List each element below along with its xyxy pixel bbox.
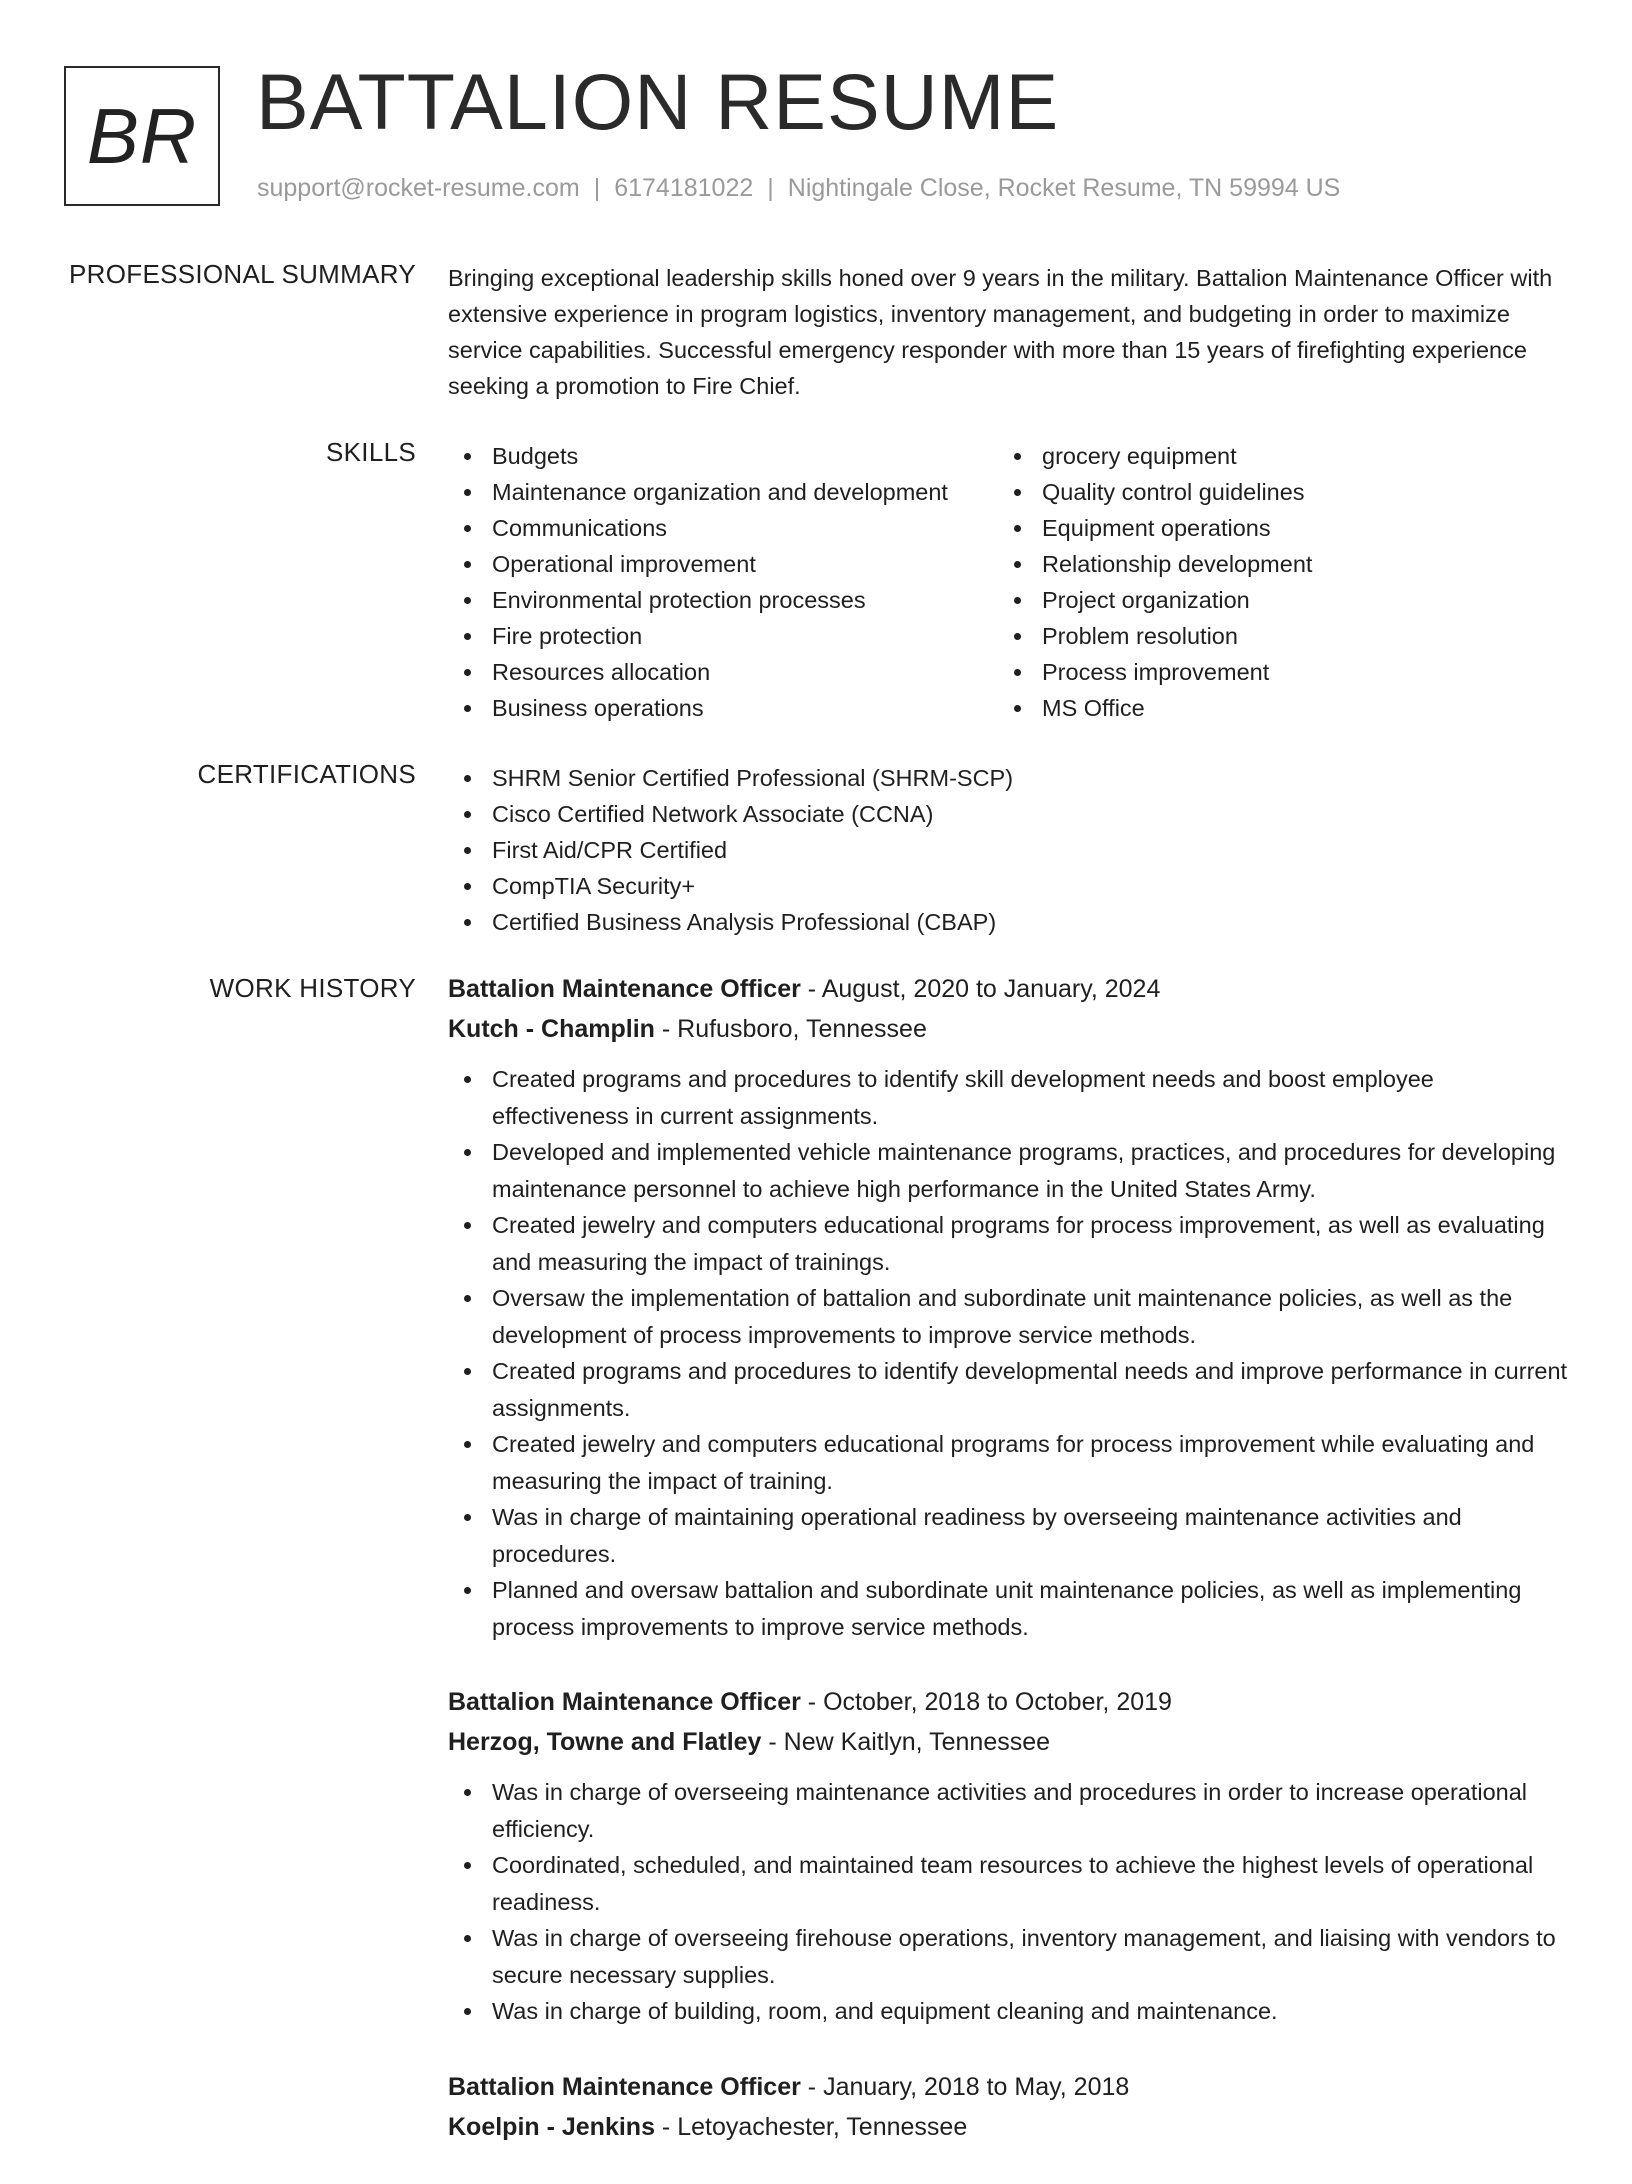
skill-item: Environmental protection processes — [448, 582, 998, 618]
job-company-line — [448, 2107, 1568, 2147]
job-company-line — [448, 1722, 1568, 1762]
job-entry — [448, 969, 1568, 1645]
job-bullet: Created jewelry and computers educational programs for process improvement, as well as evaluating and measuring the impact of trainings. — [448, 1207, 1568, 1280]
skill-item: MS Office — [998, 690, 1558, 726]
job-bullet: Was in charge of maintaining operational readiness by overseeing maintenance activities and procedures. — [448, 1499, 1568, 1572]
job-dates: - August, 2020 to January, 2024 — [800, 975, 1161, 1003]
job-bullet: Was in charge of overseeing maintenance activities and procedures in order to increase operational efficiency. — [448, 1774, 1568, 1847]
job-entry — [448, 2067, 1568, 2147]
job-company: Kutch - Champlin — [448, 1015, 655, 1043]
certification-item: Certified Business Analysis Professional (CBAP) — [448, 904, 1568, 940]
job-dates: - October, 2018 to October, 2019 — [800, 1688, 1172, 1716]
skills-list-right — [998, 438, 1558, 726]
skill-item: Equipment operations — [998, 510, 1558, 546]
monogram-logo: BR — [64, 66, 220, 206]
contact-email: support@rocket-resume.com — [257, 174, 580, 202]
certification-item: Cisco Certified Network Associate (CCNA) — [448, 796, 1568, 832]
section-label-certifications: CERTIFICATIONS — [197, 759, 416, 789]
certification-item: First Aid/CPR Certified — [448, 832, 1568, 868]
skill-item: grocery equipment — [998, 438, 1558, 474]
job-title: Battalion Maintenance Officer — [448, 2072, 801, 2101]
certifications-list — [448, 760, 1568, 940]
job-location: - Letoyachester, Tennessee — [654, 2112, 968, 2141]
job-bullet: Created jewelry and computers educational programs for process improvement while evaluating and measuring the impact of training. — [448, 1426, 1568, 1499]
contact-separator: | — [593, 174, 601, 202]
contact-address: Nightingale Close, Rocket Resume, TN 59994 US — [787, 174, 1341, 202]
job-bullet: Coordinated, scheduled, and maintained team resources to achieve the highest levels of operational readiness. — [448, 1847, 1568, 1920]
summary-content — [448, 260, 1568, 404]
section-label-skills: SKILLS — [326, 437, 416, 467]
contact-phone: 6174181022 — [614, 174, 754, 202]
job-title-line — [448, 1682, 1568, 1722]
skill-item: Operational improvement — [448, 546, 998, 582]
job-dates: - January, 2018 to May, 2018 — [800, 2072, 1130, 2101]
job-title-line — [448, 969, 1568, 1009]
certifications-content — [448, 760, 1568, 940]
contact-line — [257, 174, 1340, 203]
certification-item: SHRM Senior Certified Professional (SHRM-SCP) — [448, 760, 1568, 796]
job-bullets — [448, 1061, 1568, 1645]
section-label-summary: PROFESSIONAL SUMMARY — [69, 259, 416, 289]
skill-item: Relationship development — [998, 546, 1558, 582]
skill-item: Quality control guidelines — [998, 474, 1558, 510]
skill-item: Maintenance organization and development — [448, 474, 998, 510]
summary-text: Bringing exceptional leadership skills honed over 9 years in the military. Battalion Maintenance Officer with extensive experience in program logistics, inventory management, and budgeting in order to maximize service capabilities. Successful emergency responder with more than 15 years of firefighting experience seeking a promotion to Fire Chief. — [448, 265, 1553, 399]
job-location: - New Kaitlyn, Tennessee — [761, 1728, 1051, 1756]
skill-item: Business operations — [448, 690, 998, 726]
skills-content — [448, 438, 1568, 726]
job-bullet: Was in charge of building, room, and equipment cleaning and maintenance. — [448, 1993, 1568, 2030]
work-history-content — [448, 969, 1568, 2184]
job-bullets — [448, 1774, 1568, 2030]
job-company: Koelpin - Jenkins — [448, 2112, 655, 2141]
job-bullet: Planned and oversaw battalion and subordinate unit maintenance policies, as well as implementing process improvements to improve service methods. — [448, 1572, 1568, 1645]
job-title: Battalion Maintenance Officer — [448, 1688, 801, 1716]
job-bullet: Oversaw the implementation of battalion and subordinate unit maintenance policies, as well as the development of process improvements to improve service methods. — [448, 1280, 1568, 1353]
skills-list-left — [448, 438, 998, 726]
job-title-line — [448, 2067, 1568, 2107]
job-title: Battalion Maintenance Officer — [448, 975, 801, 1003]
job-bullet: Was in charge of overseeing firehouse operations, inventory management, and liaising with vendors to secure necessary supplies. — [448, 1920, 1568, 1993]
skill-item: Budgets — [448, 438, 998, 474]
job-location: - Rufusboro, Tennessee — [654, 1015, 927, 1043]
resume-name: BATTALION RESUME — [256, 57, 1060, 146]
job-entry — [448, 1682, 1568, 2030]
skill-item: Resources allocation — [448, 654, 998, 690]
skill-item: Problem resolution — [998, 618, 1558, 654]
contact-separator: | — [767, 174, 774, 202]
job-bullet: Created programs and procedures to identify skill development needs and boost employee effectiveness in current assignments. — [448, 1061, 1568, 1134]
section-label-work-history: WORK HISTORY — [209, 973, 416, 1003]
skill-item: Process improvement — [998, 654, 1558, 690]
job-company: Herzog, Towne and Flatley — [448, 1728, 762, 1756]
skill-item: Fire protection — [448, 618, 998, 654]
skill-item: Communications — [448, 510, 998, 546]
job-company-line — [448, 1009, 1568, 1049]
skill-item: Project organization — [998, 582, 1558, 618]
job-bullet: Developed and implemented vehicle maintenance programs, practices, and procedures for developing maintenance personnel to achieve high performance in the United States Army. — [448, 1134, 1568, 1207]
certification-item: CompTIA Security+ — [448, 868, 1568, 904]
job-bullet: Created programs and procedures to identify developmental needs and improve performance in current assignments. — [448, 1353, 1568, 1426]
